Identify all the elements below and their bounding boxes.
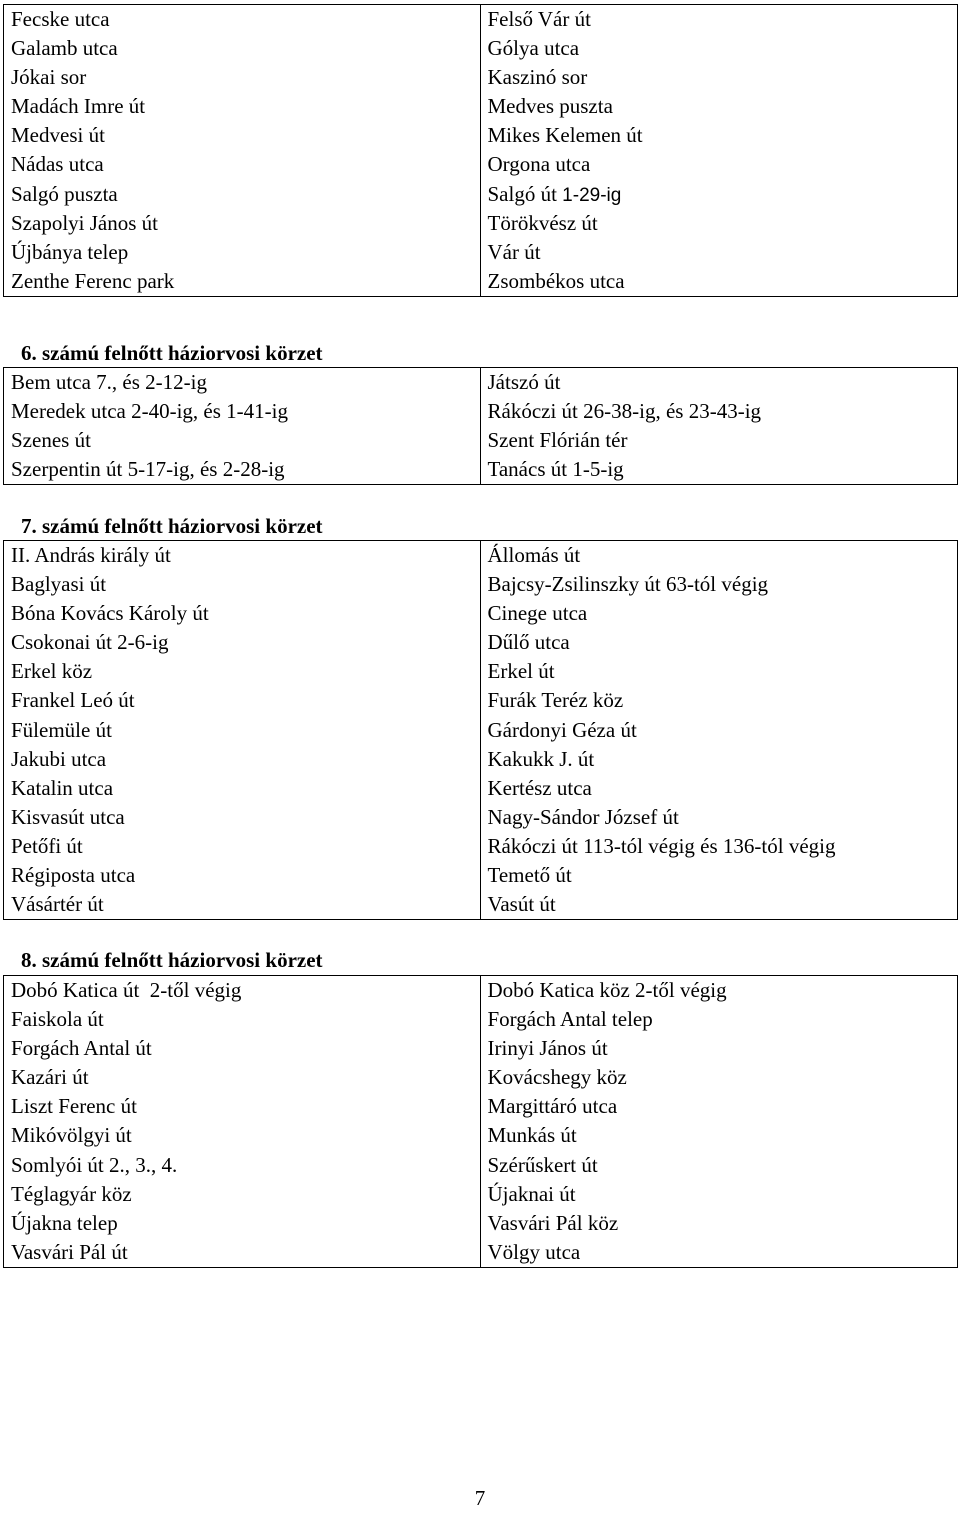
street-cell: Jakubi utca — [11, 746, 107, 771]
street-cell: Kakukk J. út — [487, 746, 595, 771]
street-cell: Nagy-Sándor József út — [487, 804, 679, 829]
street-cell: Orgona utca — [487, 152, 591, 177]
street-cell: Baglyasi út — [11, 572, 107, 597]
street-cell: Bajcsy-Zsilinszky út 63-tól végig — [487, 572, 769, 597]
street-cell: Mikóvölgyi út — [11, 1123, 132, 1148]
street-cell: Vasvári Pál út — [11, 1239, 128, 1264]
street-cell: Mikes Kelemen út — [487, 123, 643, 148]
street-cell: Téglagyár köz — [11, 1181, 132, 1206]
street-cell: Bóna Kovács Károly út — [11, 601, 209, 626]
street-cell: Kisvasút utca — [11, 804, 125, 829]
street-cell: Medves puszta — [487, 94, 613, 119]
street-column-left — [4, 5, 481, 296]
street-cell: Régiposta utca — [11, 863, 136, 888]
street-cell: Dobó Katica út 2-től végig — [11, 978, 242, 1002]
street-column-left — [4, 976, 481, 1267]
street-cell-with-range — [481, 180, 958, 209]
street-table-6 — [3, 367, 958, 485]
street-cell: Galamb utca — [11, 36, 118, 61]
house-number-range: 1-29-ig — [562, 184, 622, 206]
street-cell: Vasvári Pál köz — [487, 1210, 619, 1235]
street-cell: Fecske utca — [11, 7, 110, 31]
street-cell: Dobó Katica köz 2-től végig — [487, 978, 727, 1002]
street-cell: Tanács út 1-5-ig — [487, 457, 624, 482]
street-table-1 — [3, 4, 958, 297]
street-cell: Rákóczi út 26-38-ig, és 23-43-ig — [487, 399, 762, 424]
street-cell: Medvesi út — [11, 123, 105, 148]
section-6-title: 6. számú felnőtt háziorvosi körzet — [21, 341, 323, 365]
street-cell: Forgách Antal út — [11, 1036, 152, 1061]
section-7-title: 7. számú felnőtt háziorvosi körzet — [21, 514, 323, 538]
street-column-right — [481, 368, 958, 484]
street-cell: Erkel út — [487, 659, 555, 684]
street-cell: Gólya utca — [487, 36, 580, 61]
street-cell: Szenes út — [11, 428, 91, 453]
street-cell: Forgách Antal telep — [487, 1007, 653, 1032]
street-cell: Temető út — [487, 863, 572, 888]
street-cell: Völgy utca — [487, 1239, 581, 1264]
street-cell: Vasút út — [487, 892, 556, 917]
street-cell: II. András király út — [11, 543, 171, 567]
street-cell: Újaknai út — [487, 1181, 576, 1206]
street-cell: Margittáró utca — [487, 1094, 618, 1119]
street-cell: Dűlő utca — [487, 630, 570, 655]
street-cell: Katalin utca — [11, 775, 114, 800]
street-column-right — [481, 976, 958, 1267]
street-cell: Cinege utca — [487, 601, 588, 626]
street-cell: Faiskola út — [11, 1007, 104, 1032]
street-cell: Vár út — [487, 239, 541, 264]
street-cell: Bem utca 7., és 2-12-ig — [11, 370, 207, 394]
street-cell: Újbánya telep — [11, 239, 129, 264]
street-cell: Csokonai út 2-6-ig — [11, 630, 169, 655]
street-cell: Szerpentin út 5-17-ig, és 2-28-ig — [11, 457, 285, 482]
street-cell: Erkel köz — [11, 659, 93, 684]
street-cell: Gárdonyi Géza út — [487, 717, 637, 742]
street-cell: Nádas utca — [11, 152, 104, 177]
street-cell: Munkás út — [487, 1123, 577, 1148]
street-cell: Jókai sor — [11, 65, 87, 90]
street-cell: Kaszinó sor — [487, 65, 588, 90]
street-cell: Játszó út — [487, 370, 561, 394]
street-column-right — [481, 5, 958, 296]
street-cell: Felső Vár út — [487, 7, 591, 31]
street-cell: Petőfi út — [11, 833, 83, 858]
street-cell: Állomás út — [487, 543, 581, 567]
street-column-left — [4, 541, 481, 919]
street-table-8 — [3, 975, 958, 1268]
street-cell: Újakna telep — [11, 1210, 118, 1235]
street-cell: Furák Teréz köz — [487, 688, 624, 713]
street-cell: Szent Flórián tér — [487, 428, 628, 453]
street-cell: Meredek utca 2-40-ig, és 1-41-ig — [11, 399, 288, 424]
section-8-title: 8. számú felnőtt háziorvosi körzet — [21, 948, 323, 972]
street-table-7 — [3, 540, 958, 920]
street-cell: Kazári út — [11, 1065, 89, 1090]
street-cell: Rákóczi út 113-tól végig és 136-tól végig — [487, 833, 836, 858]
street-cell: Szérűskert út — [487, 1152, 598, 1177]
street-name: Salgó út — [487, 181, 557, 206]
street-column-right — [481, 541, 958, 919]
street-cell: Somlyói út 2., 3., 4. — [11, 1152, 178, 1177]
street-cell: Salgó puszta — [11, 181, 118, 206]
street-cell: Törökvész út — [487, 210, 598, 235]
street-cell: Kovácshegy köz — [487, 1065, 627, 1090]
street-cell: Frankel Leó út — [11, 688, 135, 713]
street-cell: Liszt Ferenc út — [11, 1094, 137, 1119]
street-cell: Vásártér út — [11, 892, 104, 917]
street-cell: Zenthe Ferenc park — [11, 268, 175, 293]
street-cell: Madách Imre út — [11, 94, 146, 119]
street-column-left — [4, 368, 481, 484]
page-number: 7 — [474, 1486, 486, 1510]
street-cell: Irinyi János út — [487, 1036, 608, 1061]
street-cell: Szapolyi János út — [11, 210, 158, 235]
street-cell: Kertész utca — [487, 775, 592, 800]
street-cell: Fülemüle út — [11, 717, 112, 742]
street-cell: Zsombékos utca — [487, 268, 625, 293]
